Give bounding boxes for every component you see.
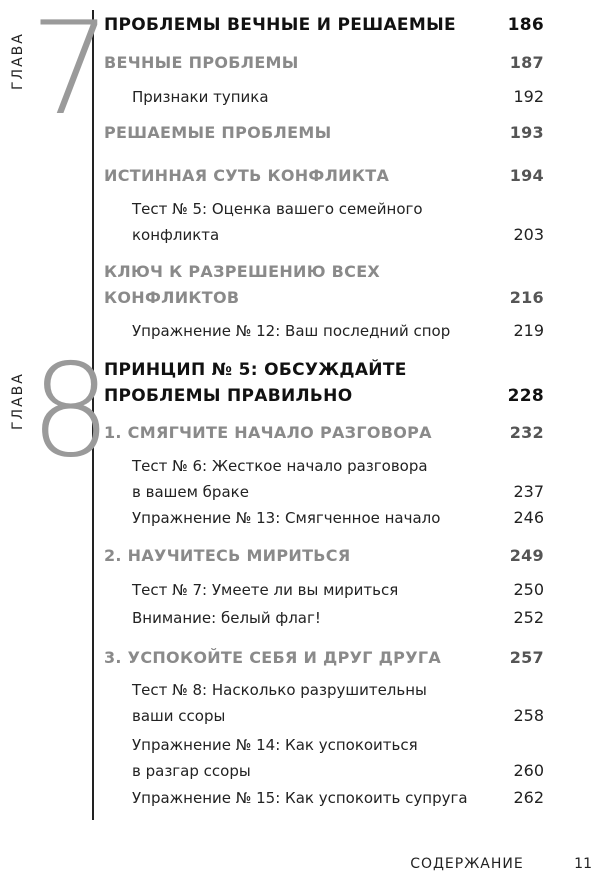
toc-entry-section[interactable]: [104, 420, 544, 446]
footer-section-name: СОДЕРЖАНИЕ: [410, 856, 524, 872]
entry-title: 3. УСПОКОЙТЕ СЕБЯ И ДРУГ ДРУГА: [104, 648, 442, 667]
entry-title: Тест № 5: Оценка вашего семейного конфликта: [132, 200, 423, 244]
entry-page: 246: [513, 508, 544, 527]
toc-entry-subsection[interactable]: [132, 318, 544, 344]
entry-title: 1. СМЯГЧИТЕ НАЧАЛО РАЗГОВОРА: [104, 423, 432, 442]
entry-page: 252: [513, 608, 544, 627]
toc-entry-section[interactable]: [104, 120, 544, 146]
entry-page: 237: [513, 482, 544, 501]
entry-page: 192: [513, 87, 544, 106]
toc-entry-subsection[interactable]: [132, 84, 544, 110]
toc-entry-subsection[interactable]: [132, 677, 544, 729]
chapter-8-number: 8: [30, 337, 112, 486]
entry-title: 2. НАУЧИТЕСЬ МИРИТЬСЯ: [104, 546, 351, 565]
entry-page: 203: [513, 225, 544, 244]
entry-page: 249: [509, 546, 544, 565]
toc-entry-subsection[interactable]: [132, 732, 544, 784]
toc-entry-subsection[interactable]: [132, 196, 544, 248]
entry-page: 232: [509, 423, 544, 442]
toc-entry-chapter-8-title[interactable]: [104, 357, 544, 409]
toc-entry-subsection[interactable]: [132, 785, 544, 811]
entry-title: ПРИНЦИП № 5: ОБСУЖДАЙТЕ ПРОБЛЕМЫ ПРАВИЛЬНО: [104, 360, 407, 406]
entry-title: РЕШАЕМЫЕ ПРОБЛЕМЫ: [104, 123, 332, 142]
entry-page: 193: [509, 123, 544, 142]
entry-title: ИСТИННАЯ СУТЬ КОНФЛИКТА: [104, 166, 390, 185]
toc-entry-subsection[interactable]: [132, 577, 544, 603]
entry-title: Признаки тупика: [132, 88, 269, 106]
toc-entry-chapter-7-title[interactable]: [104, 12, 544, 38]
entry-title: Тест № 6: Жесткое начало разговора в вашем браке: [132, 457, 428, 501]
entry-title: Тест № 7: Умеете ли вы мириться: [132, 581, 399, 599]
entry-page: 250: [513, 580, 544, 599]
chapter-7-number: 7: [30, 0, 112, 144]
entry-page: 260: [513, 761, 544, 780]
entry-title: ВЕЧНЫЕ ПРОБЛЕМЫ: [104, 53, 299, 72]
entry-page: 194: [509, 166, 544, 185]
toc-entry-subsection[interactable]: [132, 453, 544, 505]
entry-page: 216: [509, 288, 544, 307]
entry-page: 187: [509, 53, 544, 72]
entry-title: Упражнение № 15: Как успокоить супруга: [132, 789, 468, 807]
entry-page: 186: [507, 15, 544, 35]
entry-title: КЛЮЧ К РАЗРЕШЕНИЮ ВСЕХ КОНФЛИКТОВ: [104, 262, 381, 307]
page-footer: [410, 856, 592, 872]
entry-title: Упражнение № 13: Смягченное начало: [132, 509, 441, 527]
entry-page: 228: [507, 386, 544, 406]
entry-page: 219: [513, 321, 544, 340]
toc-entry-section[interactable]: [104, 645, 544, 671]
entry-page: 257: [509, 648, 544, 667]
chapter-8-label: ГЛАВА: [10, 372, 26, 430]
toc-entry-section[interactable]: [104, 259, 544, 311]
entry-title: Тест № 8: Насколько разрушительны ваши ссоры: [132, 681, 427, 725]
entry-title: Внимание: белый флаг!: [132, 609, 321, 627]
toc-entry-section[interactable]: [104, 163, 544, 189]
entry-page: 262: [513, 788, 544, 807]
toc-entry-section[interactable]: [104, 543, 544, 569]
chapter-7-label: ГЛАВА: [10, 32, 26, 90]
entry-page: 258: [513, 706, 544, 725]
toc-entry-subsection[interactable]: [132, 605, 544, 631]
entry-title: Упражнение № 12: Ваш последний спор: [132, 322, 451, 340]
entry-title: ПРОБЛЕМЫ ВЕЧНЫЕ И РЕШАЕМЫЕ: [104, 15, 456, 35]
footer-page-number: 11: [574, 856, 592, 872]
toc-entry-subsection[interactable]: [132, 505, 544, 531]
entry-title: Упражнение № 14: Как успокоиться в разгар ссоры: [132, 736, 418, 780]
toc-entry-section[interactable]: [104, 50, 544, 76]
